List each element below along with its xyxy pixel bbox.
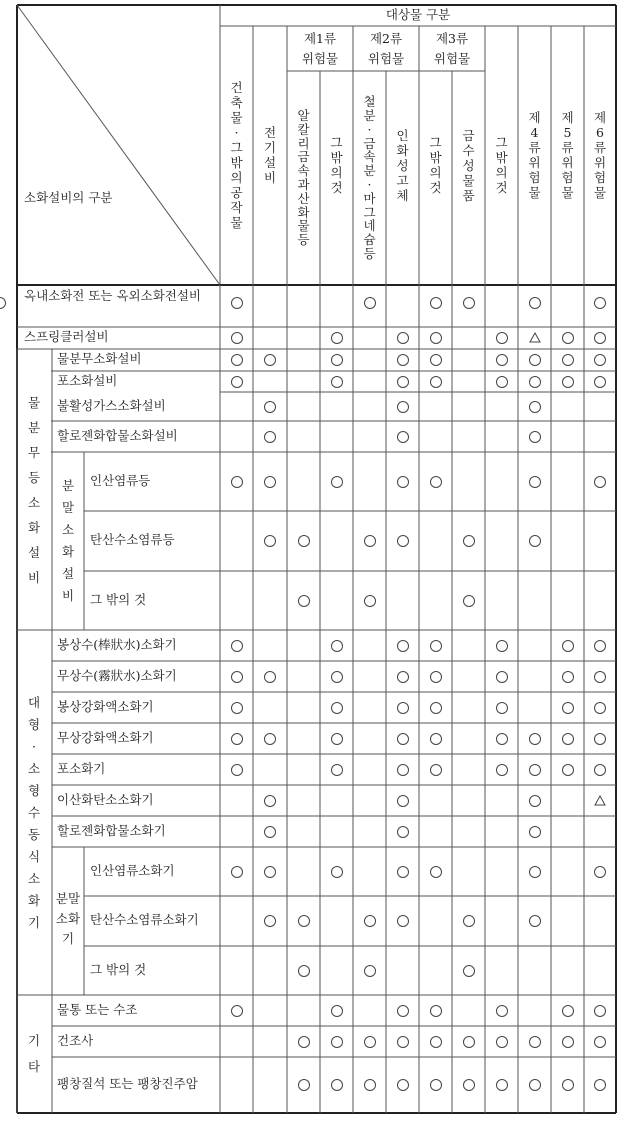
applicable-circle-mark bbox=[364, 1036, 376, 1048]
applicable-circle-mark bbox=[496, 764, 508, 776]
applicable-circle-mark bbox=[331, 354, 343, 366]
header-col-7: 그 밖 의 것 bbox=[429, 135, 442, 195]
applicable-circle-mark bbox=[298, 1079, 310, 1091]
group-label-powder: 분 말 소 화 설 비 bbox=[61, 478, 75, 603]
applicable-circle-mark bbox=[397, 431, 409, 443]
applicable-circle-mark bbox=[496, 1036, 508, 1048]
applicable-circle-mark bbox=[496, 376, 508, 388]
row-label: 인산염류등 bbox=[90, 472, 151, 488]
applicable-circle-mark bbox=[397, 1036, 409, 1048]
applicable-circle-mark bbox=[430, 476, 442, 488]
applicable-circle-mark bbox=[529, 795, 541, 807]
applicable-circle-mark bbox=[496, 332, 508, 344]
applicable-circle-mark bbox=[397, 764, 409, 776]
header-target-label: 대상물 구분 bbox=[385, 7, 451, 22]
applicable-circle-mark bbox=[397, 826, 409, 838]
applicable-circle-mark bbox=[397, 535, 409, 547]
applicable-circle-mark bbox=[331, 1036, 343, 1048]
applicable-circle-mark bbox=[231, 702, 243, 714]
applicable-circle-mark bbox=[298, 915, 310, 927]
applicable-circle-mark bbox=[397, 401, 409, 413]
applicable-circle-mark bbox=[231, 297, 243, 309]
group-label-water-spray: 물 분 무 등 소 화 설 비 bbox=[27, 394, 41, 585]
applicable-circle-mark bbox=[231, 671, 243, 683]
applicable-circle-mark bbox=[331, 1005, 343, 1017]
applicable-circle-mark bbox=[463, 535, 475, 547]
applicable-circle-mark bbox=[264, 915, 276, 927]
row-label: 옥내소화전 또는 옥외소화전설비 bbox=[24, 288, 201, 303]
header-group1-sublabel: 위험물 bbox=[301, 51, 339, 66]
applicable-circle-mark bbox=[430, 764, 442, 776]
applicable-circle-mark bbox=[463, 1079, 475, 1091]
header-col-2: 전 기 설 비 bbox=[263, 125, 277, 185]
header-group2-sublabel: 위험물 bbox=[367, 51, 405, 66]
applicable-circle-mark bbox=[331, 671, 343, 683]
applicable-circle-mark bbox=[562, 671, 574, 683]
applicable-circle-mark bbox=[562, 332, 574, 344]
header-group1-label: 제1류 bbox=[303, 31, 337, 46]
row-label: 인산염류소화기 bbox=[90, 862, 175, 878]
applicable-circle-mark bbox=[562, 1005, 574, 1017]
applicable-circle-mark bbox=[463, 915, 475, 927]
applicable-circle-mark bbox=[529, 376, 541, 388]
applicable-circle-mark bbox=[529, 764, 541, 776]
applicable-circle-mark bbox=[331, 866, 343, 878]
row-label: 포소화기 bbox=[57, 760, 106, 776]
applicable-circle-mark bbox=[231, 332, 243, 344]
row-label: 봉상강화액소화기 bbox=[57, 698, 154, 714]
conditional-triangle-mark bbox=[529, 332, 541, 343]
applicable-circle-mark bbox=[430, 1079, 442, 1091]
applicable-circle-mark bbox=[397, 640, 409, 652]
row-label: 할로젠화합물소화설비 bbox=[57, 427, 178, 443]
header-col-8: 금 수 성 물 품 bbox=[462, 127, 475, 203]
applicable-circle-mark bbox=[397, 1079, 409, 1091]
applicable-circle-mark bbox=[594, 671, 606, 683]
applicable-circle-mark bbox=[397, 733, 409, 745]
row-label: 물통 또는 수조 bbox=[57, 1001, 138, 1017]
applicable-circle-mark bbox=[231, 866, 243, 878]
group-label-other: 기 타 bbox=[27, 1033, 41, 1074]
applicable-circle-mark bbox=[331, 1079, 343, 1091]
applicable-circle-mark bbox=[430, 702, 442, 714]
applicable-circle-mark bbox=[529, 866, 541, 878]
applicable-circle-mark bbox=[364, 915, 376, 927]
applicable-circle-mark bbox=[594, 764, 606, 776]
applicable-circle-mark bbox=[397, 915, 409, 927]
header-group3-sublabel: 위험물 bbox=[433, 51, 471, 66]
row-label: 이산화탄소소화기 bbox=[57, 791, 154, 807]
applicable-circle-mark bbox=[298, 595, 310, 607]
applicable-circle-mark bbox=[430, 866, 442, 878]
applicable-circle-mark bbox=[364, 297, 376, 309]
header-col-3: 알 칼 리 금 속 과 산 화 물 등 bbox=[297, 108, 310, 248]
applicable-circle-mark bbox=[594, 866, 606, 878]
applicable-circle-mark bbox=[529, 733, 541, 745]
header-col-6: 인 화 성 고 체 bbox=[396, 127, 409, 203]
applicable-circle-mark bbox=[529, 915, 541, 927]
applicable-circle-mark bbox=[463, 595, 475, 607]
applicable-circle-mark bbox=[397, 476, 409, 488]
row-label: 할로젠화합물소화기 bbox=[57, 822, 166, 838]
applicable-circle-mark bbox=[529, 826, 541, 838]
applicable-circle-mark bbox=[496, 1079, 508, 1091]
applicable-circle-mark bbox=[264, 535, 276, 547]
row-label: 팽창질석 또는 팽창진주암 bbox=[57, 1076, 198, 1091]
header-group2-label: 제2류 bbox=[369, 31, 403, 46]
applicable-circle-mark bbox=[562, 1079, 574, 1091]
applicable-circle-mark bbox=[430, 297, 442, 309]
applicable-circle-mark bbox=[397, 702, 409, 714]
applicable-circle-mark bbox=[331, 702, 343, 714]
applicable-circle-mark bbox=[364, 1079, 376, 1091]
applicable-circle-mark bbox=[397, 866, 409, 878]
applicable-circle-mark bbox=[594, 476, 606, 488]
applicable-circle-mark bbox=[364, 535, 376, 547]
applicable-circle-mark bbox=[594, 332, 606, 344]
applicable-circle-mark bbox=[231, 354, 243, 366]
applicable-circle-mark bbox=[331, 476, 343, 488]
row-label: 그 밖의 것 bbox=[90, 961, 147, 977]
applicable-circle-mark bbox=[264, 733, 276, 745]
applicable-circle-mark bbox=[594, 702, 606, 714]
applicable-circle-mark bbox=[231, 476, 243, 488]
applicable-circle-mark bbox=[463, 965, 475, 977]
applicable-circle-mark bbox=[594, 640, 606, 652]
group-label-powder-ext-part: 소화 bbox=[55, 911, 81, 926]
header-col-12: 제 6 류 위 험 물 bbox=[593, 110, 607, 200]
row-label: 물분무소화설비 bbox=[57, 351, 142, 366]
applicable-circle-mark bbox=[562, 1036, 574, 1048]
applicable-circle-mark bbox=[298, 965, 310, 977]
applicable-circle-mark bbox=[594, 376, 606, 388]
applicable-circle-mark bbox=[562, 376, 574, 388]
applicable-circle-mark bbox=[331, 733, 343, 745]
group-label-powder-ext-part: 분말 bbox=[55, 891, 81, 906]
applicable-circle-mark bbox=[397, 795, 409, 807]
applicable-circle-mark bbox=[331, 376, 343, 388]
header-col-4: 그 밖 의 것 bbox=[330, 135, 343, 195]
applicable-circle-mark bbox=[529, 354, 541, 366]
row-label: 건조사 bbox=[57, 1032, 94, 1048]
applicable-circle-mark bbox=[496, 702, 508, 714]
row-label: 스프링클러설비 bbox=[24, 329, 109, 344]
applicable-circle-mark bbox=[331, 640, 343, 652]
applicable-circle-mark bbox=[430, 1036, 442, 1048]
row-label: 탄산수소염류소화기 bbox=[90, 912, 199, 927]
applicable-circle-mark bbox=[562, 764, 574, 776]
applicable-circle-mark bbox=[430, 733, 442, 745]
applicable-circle-mark bbox=[397, 1005, 409, 1017]
row-label: 무상수(霧狀水)소화기 bbox=[57, 667, 177, 683]
applicable-circle-mark bbox=[298, 535, 310, 547]
applicable-circle-mark bbox=[463, 297, 475, 309]
applicable-circle-mark bbox=[264, 401, 276, 413]
row-label: 포소화설비 bbox=[57, 372, 118, 388]
applicable-circle-mark bbox=[430, 332, 442, 344]
applicable-circle-mark bbox=[594, 354, 606, 366]
applicable-circle-mark bbox=[430, 640, 442, 652]
applicable-circle-mark bbox=[496, 354, 508, 366]
applicable-circle-mark bbox=[529, 401, 541, 413]
applicable-circle-mark bbox=[529, 431, 541, 443]
applicable-circle-mark bbox=[331, 332, 343, 344]
applicable-circle-mark bbox=[264, 476, 276, 488]
applicable-circle-mark bbox=[364, 595, 376, 607]
applicable-circle-mark bbox=[231, 733, 243, 745]
header-group3-label: 제3류 bbox=[435, 31, 469, 46]
applicable-circle-mark bbox=[397, 332, 409, 344]
applicable-circle-mark bbox=[430, 354, 442, 366]
applicable-circle-mark bbox=[529, 1036, 541, 1048]
applicable-circle-mark bbox=[430, 671, 442, 683]
applicable-circle-mark bbox=[298, 1036, 310, 1048]
applicable-circle-mark bbox=[397, 354, 409, 366]
applicable-circle-mark bbox=[594, 1079, 606, 1091]
header-corner-label: 소화설비의 구분 bbox=[24, 190, 113, 205]
applicable-circle-mark bbox=[231, 764, 243, 776]
applicable-circle-mark bbox=[364, 965, 376, 977]
row-label: 불활성가스소화설비 bbox=[57, 397, 166, 413]
applicable-circle-mark bbox=[264, 354, 276, 366]
row-label: 탄산수소염류등 bbox=[90, 532, 175, 547]
header-col-10: 제 4 류 위 험 물 bbox=[528, 110, 541, 200]
applicable-circle-mark bbox=[231, 1005, 243, 1017]
applicable-circle-mark bbox=[594, 733, 606, 745]
diagonal-line bbox=[17, 5, 220, 285]
applicable-circle-mark bbox=[529, 1079, 541, 1091]
header-col-5: 철 분 · 금 속 분 · 마 그 네 슘 등 bbox=[363, 94, 376, 261]
applicable-circle-mark bbox=[562, 702, 574, 714]
applicable-circle-mark bbox=[430, 1005, 442, 1017]
row-label: 그 밖의 것 bbox=[90, 591, 147, 607]
applicable-circle-mark bbox=[496, 1005, 508, 1017]
applicable-circle-mark bbox=[397, 376, 409, 388]
applicable-circle-mark bbox=[594, 1036, 606, 1048]
row-label: 봉상수(棒狀水)소화기 bbox=[57, 636, 177, 652]
applicable-circle-mark bbox=[231, 376, 243, 388]
applicable-circle-mark bbox=[562, 733, 574, 745]
applicable-circle-mark bbox=[331, 764, 343, 776]
applicable-circle-mark bbox=[264, 795, 276, 807]
applicable-circle-mark bbox=[397, 671, 409, 683]
conditional-triangle-mark bbox=[594, 795, 606, 806]
applicable-circle-mark bbox=[264, 826, 276, 838]
applicable-circle-mark bbox=[562, 354, 574, 366]
group-label-extinguisher: 대 형 · 소 형 수 동 식 소 화 기 bbox=[27, 694, 41, 930]
applicable-circle-mark bbox=[496, 733, 508, 745]
applicable-circle-mark bbox=[496, 671, 508, 683]
applicable-circle-mark bbox=[496, 640, 508, 652]
row-label: 무상강화액소화기 bbox=[57, 729, 154, 745]
header-col-1: 건 축 물 · 그 밖 의 공 작 물 bbox=[230, 80, 243, 230]
applicable-circle-mark bbox=[430, 376, 442, 388]
applicable-circle-mark bbox=[594, 297, 606, 309]
applicable-circle-mark bbox=[562, 640, 574, 652]
applicable-circle-mark bbox=[231, 640, 243, 652]
applicable-circle-mark bbox=[463, 1036, 475, 1048]
applicable-circle-mark bbox=[529, 297, 541, 309]
header-col-11: 제 5 류 위 험 물 bbox=[561, 110, 574, 200]
header-col-9: 그 밖 의 것 bbox=[495, 135, 508, 195]
applicable-circle-mark bbox=[264, 866, 276, 878]
applicable-circle-mark bbox=[529, 535, 541, 547]
group-label-powder-ext-part: 기 bbox=[61, 931, 75, 946]
applicable-circle-mark bbox=[264, 671, 276, 683]
applicable-circle-mark bbox=[529, 476, 541, 488]
applicable-circle-mark bbox=[264, 431, 276, 443]
applicable-circle-mark bbox=[594, 1005, 606, 1017]
